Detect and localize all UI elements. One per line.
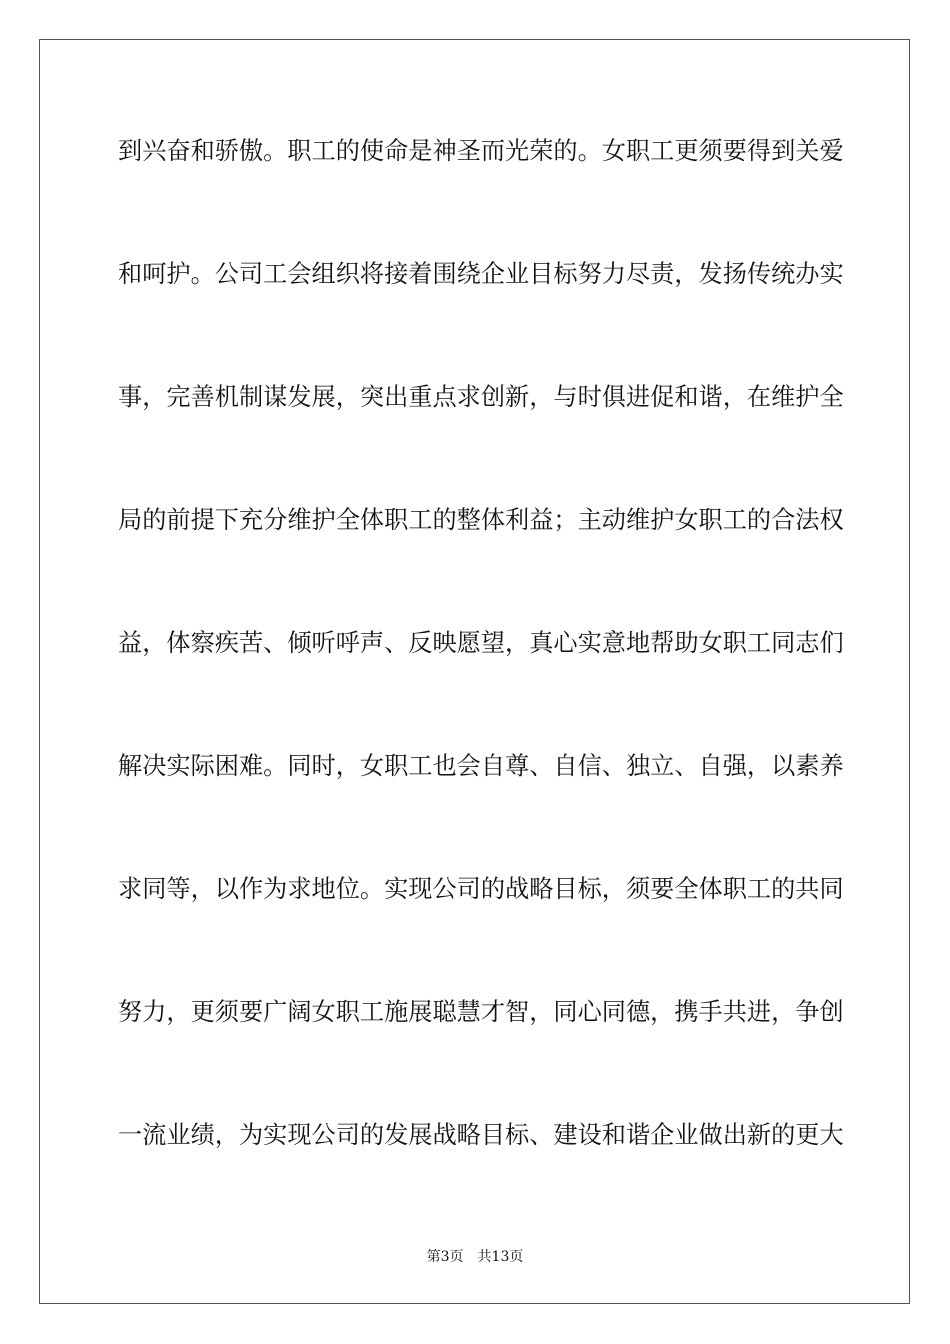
page-number-total: 共13页 [477,1249,524,1265]
paragraph-line: 事，完善机制谋发展，突出重点求创新，与时俱进促和谐，在维护全 [118,383,844,411]
page-border [39,39,910,1304]
paragraph-line: 和呵护。公司工会组织将接着围绕企业目标努力尽责，发扬传统办实 [118,260,844,288]
page-number-current: 第3页 [426,1249,464,1265]
paragraph-line: 一流业绩，为实现公司的发展战略目标、建设和谐企业做出新的更大 [118,1121,844,1149]
paragraph-line: 局的前提下充分维护全体职工的整体利益；主动维护女职工的合法权 [118,506,844,534]
paragraph-line: 解决实际困难。同时，女职工也会自尊、自信、独立、自强，以素养 [118,752,844,780]
paragraph-line: 益，体察疾苦、倾听呼声、反映愿望，真心实意地帮助女职工同志们 [118,629,844,657]
paragraph-line: 求同等，以作为求地位。实现公司的战略目标，须要全体职工的共同 [118,875,844,903]
page-footer [0,1248,950,1266]
paragraph-line: 到兴奋和骄傲。职工的使命是神圣而光荣的。女职工更须要得到关爱 [118,137,844,165]
paragraph-line: 努力，更须要广阔女职工施展聪慧才智，同心同德，携手共进，争创 [118,998,844,1026]
